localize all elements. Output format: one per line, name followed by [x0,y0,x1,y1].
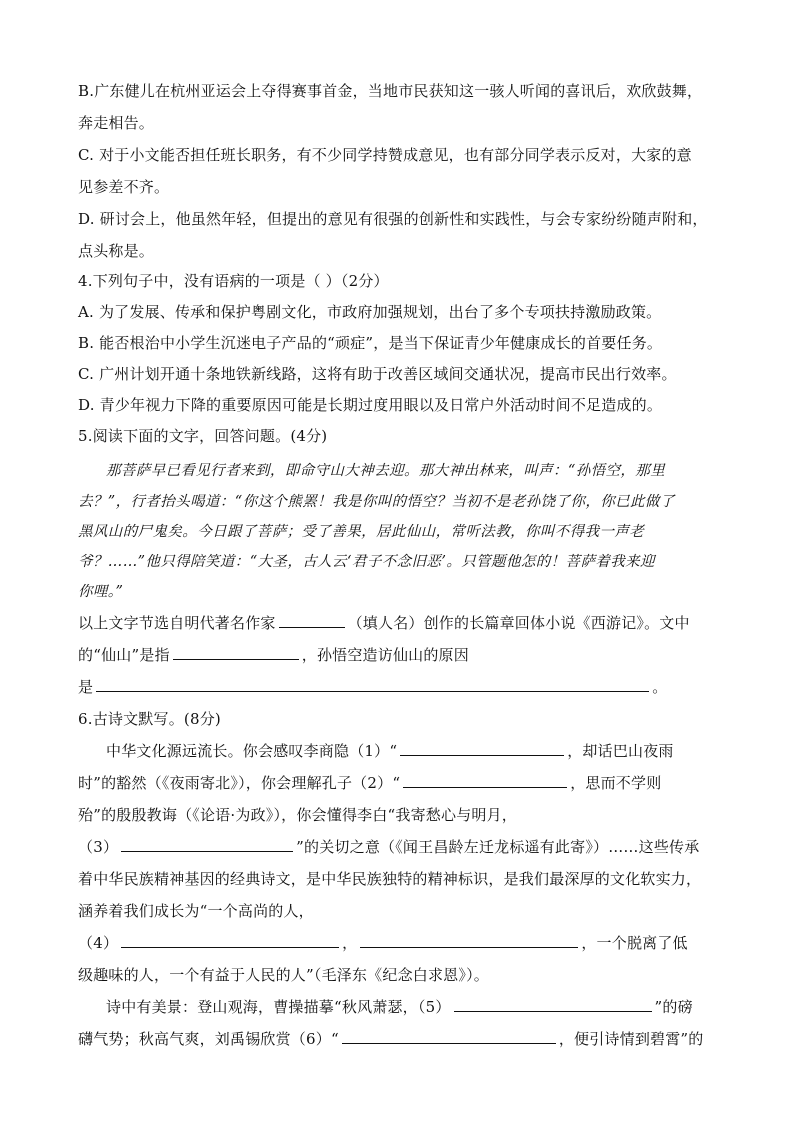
q6-line2 [78,772,661,793]
poem-blank-5[interactable] [454,996,652,1012]
q6-line10-text-b: ，便引诗情到碧霄”的 [558,1030,704,1048]
q4-stem: 4.下列句子中，没有语病的一项是（ ）（2分） [78,272,389,290]
q6-line1-text-a: 中华文化源远流长。你会感叹李商隐（1）“ [106,742,398,760]
poem-blank-4a[interactable] [121,932,339,948]
poem-blank-1[interactable] [400,740,564,756]
q5-line2-text-a: 的“仙山”是指 [78,646,170,664]
q3-option-b-line2: 奔走相告。 [78,114,155,132]
poem-blank-6[interactable] [342,1028,556,1044]
q6-stem: 6.古诗文默写。(8分) [78,710,221,728]
q3-option-b-line1: B.广东健儿在杭州亚运会上夺得赛事首金，当地市民获知这一骇人听闻的喜讯后，欢欣鼓舞， [78,82,703,100]
q6-line9-text-a: 诗中有美景：登山观海，曹操描摹“秋风萧瑟，（5） [106,998,451,1016]
q3-option-c-line1: C. 对于小文能否担任班长职务，有不少同学持赞成意见，也有部分同学表示反对，大家的意 [78,146,692,164]
q6-line10-text-a: 礴气势；秋高气爽，刘禹锡欣赏（6）“ [78,1030,339,1048]
xianshan-answer-blank[interactable] [173,644,299,660]
q6-line3: 殆”的殷殷教诲（《论语·为政》），你会懂得李白“我寄愁心与明月， [78,806,518,824]
q3-option-c-line2: 见参差不齐。 [78,178,170,196]
reason-answer-blank[interactable] [96,676,649,692]
q5-line1-text-a: 以上文字节选自明代著名作家 [78,614,276,632]
q6-line4-text-b: ”的关切之意（《闻王昌龄左迁龙标遥有此寄》）……这些传承 [296,838,700,856]
q5-line2-text-b: ，孙悟空造访仙山的原因 [301,646,469,664]
poem-blank-3[interactable] [121,836,293,852]
q3-option-d-line1: D. 研讨会上，他虽然年轻，但提出的意见有很强的创新性和实践性，与会专家纷纷随声附和， [78,210,708,228]
q4-option-b: B. 能否根治中小学生沉迷电子产品的“顽症”，是当下保证青少年健康成长的首要任务。 [78,334,663,352]
q6-line2-text-a: 时”的豁然（《夜雨寄北》），你会理解孔子（2）“ [78,774,401,792]
q6-line6: 涵养着我们成长为“一个高尚的人， [78,902,314,920]
q6-line1 [106,740,674,761]
q6-line9 [106,996,693,1017]
poem-blank-4b[interactable] [360,932,578,948]
q4-option-c: C. 广州计划开通十条地铁新线路，这将有助于改善区域间交通状况，提高市民出行效率。 [78,365,677,383]
q6-line7 [78,932,688,953]
q6-line1-text-b: ，却话巴山夜雨 [567,742,674,760]
author-answer-blank[interactable] [279,612,345,628]
q5-passage-line5: 你哩。” [78,584,124,600]
q5-question-line1 [78,612,690,633]
q6-line9-text-b: ”的磅 [654,998,693,1016]
q6-line7-text-a: （4） [78,934,119,952]
q4-option-a: A. 为了发展、传承和保护粤剧文化，市政府加强规划，出台了多个专项扶持激励政策。 [78,303,662,321]
q6-line10 [78,1028,704,1049]
q6-line5: 着中华民族精神基因的经典诗文，是中华民族独特的精神标识，是我们最深厚的文化软实力， [78,870,702,888]
q5-stem: 5.阅读下面的文字，回答问题。(4分) [78,427,328,445]
q6-line2-text-b: ，思而不学则 [570,774,662,792]
q5-passage-line1: 那菩萨早已看见行者来到，即命守山大神去迎。那大神出林来，叫声：“孙悟空，那里 [106,463,666,479]
q6-line8: 级趣味的人，一个有益于人民的人”（毛泽东《纪念白求恩》）。 [78,966,489,984]
q5-line3-text-b: 。 [652,678,668,696]
q3-option-d-line2: 点头称是。 [78,242,155,260]
q5-question-line2 [78,644,469,665]
poem-blank-2[interactable] [403,772,567,788]
q5-passage-line2: 去？”，行者抬头喝道：“你这个熊罴！我是你叫的悟空？当初不是老孙饶了你，你已此做了 [78,494,675,510]
q6-line7-text-b: ， [342,934,358,952]
q5-line3-text-a: 是 [78,678,94,696]
q5-passage-line4: 爷？……”他只得陪笑道：“大圣，古人云‘君子不念旧恶’。只管题他怎的！菩萨着我来迎 [78,554,655,570]
q5-passage-line3: 黑风山的尸鬼矣。今日跟了菩萨；受了善果，居此仙山，常听法教，你叫不得我一声老 [78,524,645,540]
q6-line7-text-c: ，一个脱离了低 [581,934,688,952]
q6-line4 [78,836,699,857]
q4-option-d: D. 青少年视力下降的重要原因可能是长期过度用眼以及日常户外活动时间不足造成的。 [78,396,663,414]
q5-question-line3 [78,676,667,697]
q6-line4-text-a: （3） [78,838,119,856]
q5-line1-text-b: （填人名）创作的长篇章回体小说《西游记》。文中 [347,614,690,632]
